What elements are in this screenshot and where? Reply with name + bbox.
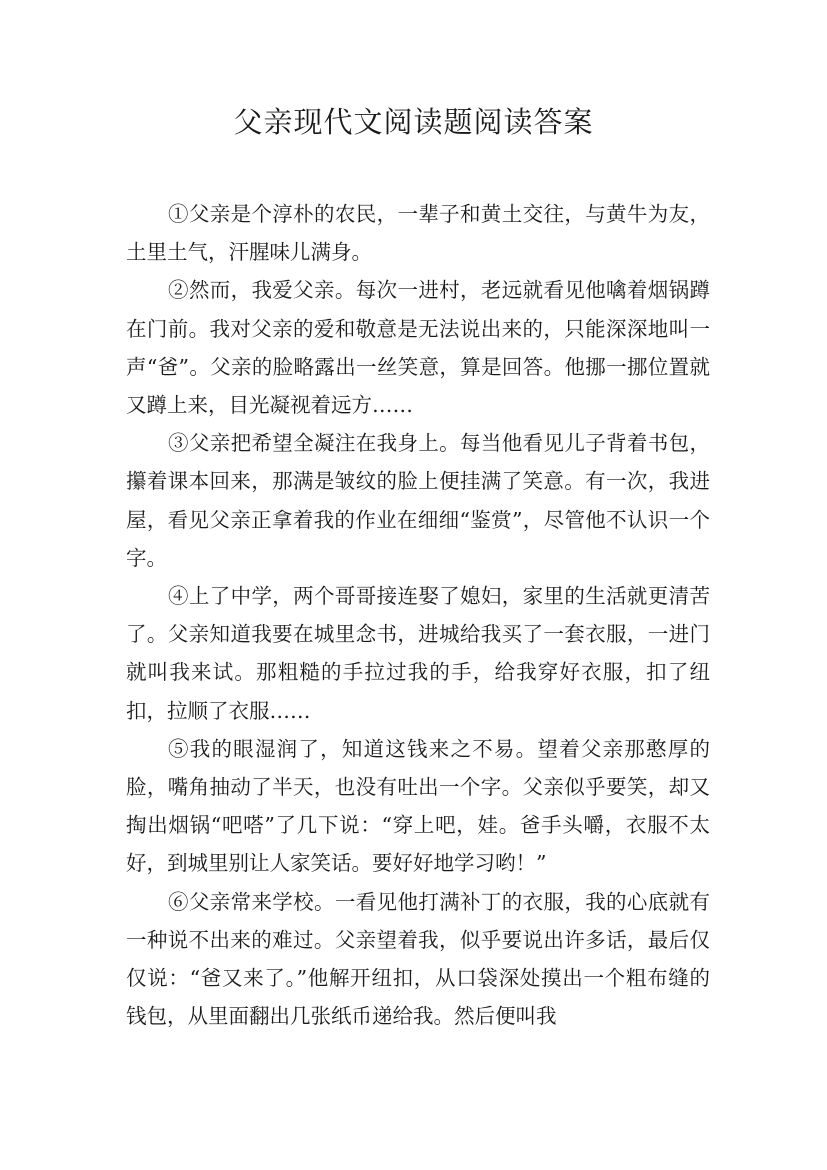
- paragraph-6: ⑥父亲常来学校。一看见他打满补丁的衣服，我的心底就有一种说不出来的难过。父亲望着我，似乎要说出许多话，最后仅仅说：“爸又来了。”他解开纽扣，从口袋深处摸出一个粗布缝的钱包，从里面翻出几张纸币递给我。然后便叫我: [126, 889, 710, 1029]
- paragraph-2: ②然而，我爱父亲。每次一进村，老远就看见他噙着烟锅蹲在门前。我对父亲的爱和敬意是无法说出来的，只能深深地叫一声“爸”。父亲的脸略露出一丝笑意，算是回答。他挪一挪位置就又蹲上来，目光凝视着远方……: [126, 278, 710, 418]
- paragraph-4: ④上了中学，两个哥哥接连娶了媳妇，家里的生活就更清苦了。父亲知道我要在城里念书，进城给我买了一套衣服，一进门就叫我来试。那粗糙的手拉过我的手，给我穿好衣服，扣了纽扣，拉顺了衣服……: [126, 584, 710, 723]
- paragraph-5: ⑤我的眼湿润了，知道这钱来之不易。望着父亲那憨厚的脸，嘴角抽动了半天，也没有吐出一个字。父亲似乎要笑，却又掏出烟锅“吧嗒”了几下说：“穿上吧，娃。爸手头嚼，衣服不太好，到城里别让人家笑话。要好好地学习哟！”: [126, 736, 710, 876]
- paragraph-3: ③父亲把希望全凝注在我身上。每当他看见儿子背着书包，攥着课本回来，那满是皱纹的脸上便挂满了笑意。有一次，我进屋，看见父亲正拿着我的作业在细细“鉴赏”，尽管他不认识一个字。: [126, 431, 710, 570]
- paragraph-1: ①父亲是个淳朴的农民，一辈子和黄土交往，与黄牛为友，土里土气，汗腥味儿满身。: [126, 202, 710, 265]
- article-body: [126, 195, 710, 1035]
- document-title: 父亲现代文阅读题阅读答案: [233, 105, 594, 139]
